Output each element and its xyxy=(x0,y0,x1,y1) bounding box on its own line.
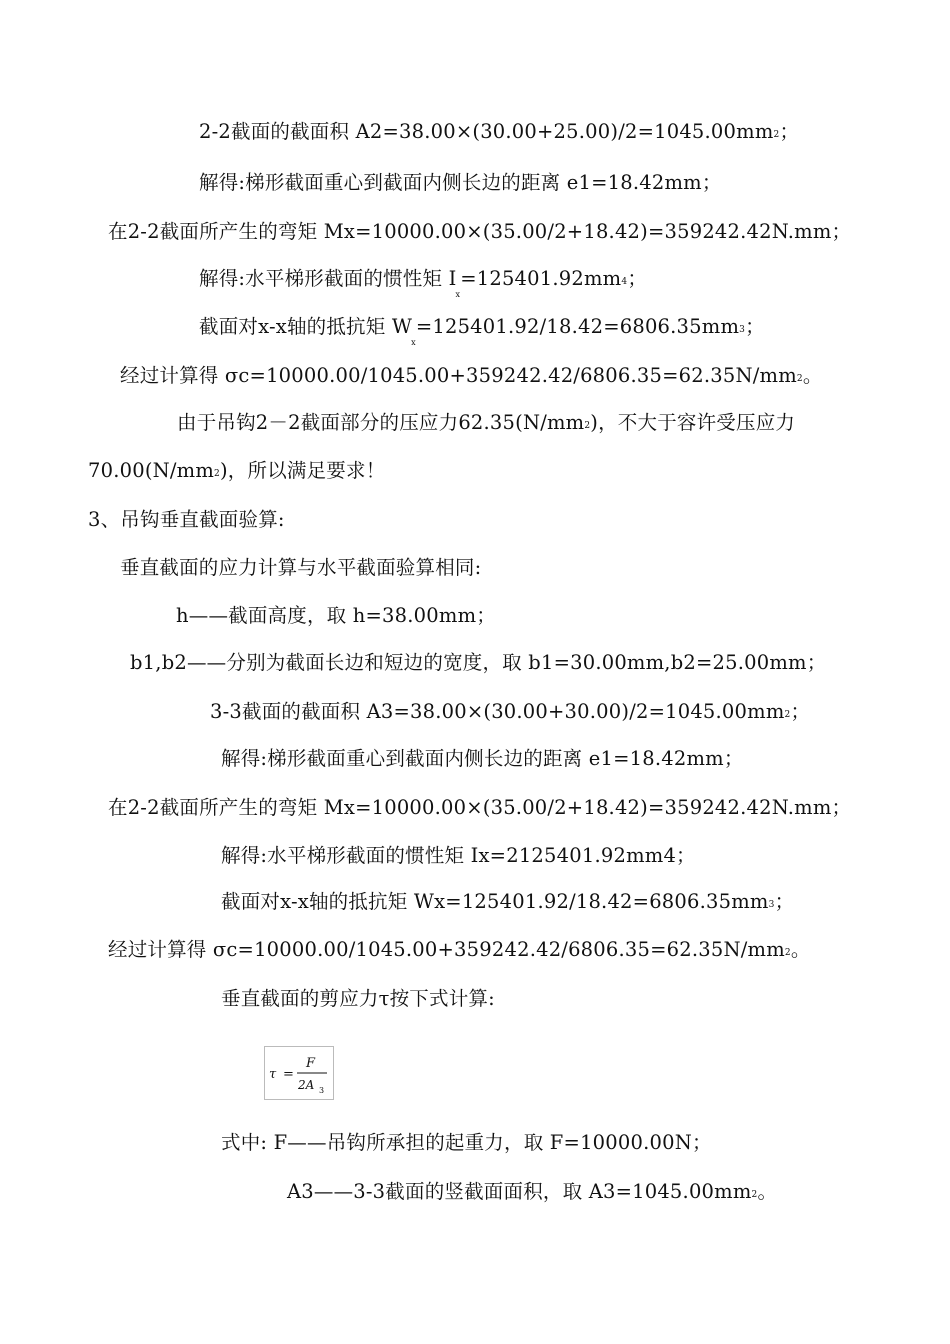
text-line-7 xyxy=(177,410,795,439)
text-line-11 xyxy=(176,603,496,629)
line-text-tail: ； xyxy=(774,890,795,913)
text-line-14 xyxy=(221,746,744,772)
text-line-5 xyxy=(199,314,765,347)
text-line-4 xyxy=(199,266,648,299)
line-text: b1,b2——分别为截面长边和短边的宽度，取 b1=30.00mm,b2=25.00mm； xyxy=(130,651,827,674)
text-line-21 xyxy=(287,1179,777,1208)
formula-denominator: 2A xyxy=(298,1078,315,1092)
line-text-tail: 。 xyxy=(757,1180,778,1203)
line-text: 由于吊钩2－2截面部分的压应力62.35(N/mm xyxy=(177,411,585,434)
line-text: 经过计算得 σc=10000.00/1045.00+359242.42/6806.35=62.35N/mm xyxy=(120,364,797,387)
text-line-17 xyxy=(221,889,794,918)
line-text: 70.00(N/mm xyxy=(88,459,215,482)
superscript: 3 xyxy=(768,900,775,910)
formula-numerator: F xyxy=(306,1056,316,1071)
line-text: 垂直截面的应力计算与水平截面验算相同: xyxy=(120,556,482,579)
line-text: h——截面高度，取 h=38.00mm； xyxy=(176,604,496,627)
text-line-8 xyxy=(88,458,385,487)
line-text: 垂直截面的剪应力τ按下式计算: xyxy=(221,987,495,1010)
formula-lhs: τ xyxy=(269,1067,277,1082)
line-text: 在2-2截面所产生的弯矩 Mx=10000.00×(35.00/2+18.42)=359242.42N.mm； xyxy=(108,220,852,243)
formula-denominator-subscript: 3 xyxy=(319,1086,325,1095)
line-text-mid: =125401.92mm xyxy=(460,267,622,290)
line-text: 解得:梯形截面重心到截面内侧长边的距离 e1=18.42mm； xyxy=(199,171,722,194)
line-text-tail: ； xyxy=(779,120,800,143)
line-text: 解得:梯形截面重心到截面内侧长边的距离 e1=18.42mm； xyxy=(221,747,744,770)
superscript: 4 xyxy=(621,277,628,287)
text-line-6 xyxy=(120,363,823,392)
line-text: 截面对x-x轴的抵抗矩 Wx=125401.92/18.42=6806.35mm xyxy=(221,890,769,913)
line-text-mid: =125401.92/18.42=6806.35mm xyxy=(415,315,740,338)
line-text: A3——3-3截面的竖截面面积，取 A3=1045.00mm xyxy=(287,1180,752,1203)
superscript: 2 xyxy=(584,421,591,431)
line-text: 截面对x-x轴的抵抗矩 W xyxy=(199,315,413,338)
line-text-tail: ； xyxy=(790,700,811,723)
text-line-2 xyxy=(199,170,722,196)
superscript: 2 xyxy=(214,469,220,479)
line-text-tail: 。 xyxy=(790,938,811,961)
superscript: 2 xyxy=(784,948,791,958)
line-text: 在2-2截面所产生的弯矩 Mx=10000.00×(35.00/2+18.42)=359242.42N.mm； xyxy=(108,796,852,819)
text-line-19 xyxy=(221,986,495,1012)
text-line-20 xyxy=(221,1130,712,1156)
line-text: 解得:水平梯形截面的惯性矩 Ix=2125401.92mm4； xyxy=(221,844,696,867)
superscript: 2 xyxy=(784,710,791,720)
formula-equals: = xyxy=(283,1067,294,1082)
text-line-10 xyxy=(120,555,481,581)
line-text-tail: ； xyxy=(745,315,765,338)
text-line-3 xyxy=(108,219,851,245)
superscript: 3 xyxy=(739,325,746,335)
text-line-12 xyxy=(130,650,826,676)
line-text-tail: ； xyxy=(627,267,648,290)
line-text: 经过计算得 σc=10000.00/1045.00+359242.42/6806.35=62.35N/mm xyxy=(108,938,785,961)
text-line-18 xyxy=(108,937,811,966)
text-line-1 xyxy=(199,119,799,148)
subscript: x xyxy=(411,338,416,347)
superscript: 2 xyxy=(796,374,803,384)
line-text: 2-2截面的截面积 A2=38.00×(30.00+25.00)/2=1045.00mm xyxy=(199,120,774,143)
line-text: 3、吊钩垂直截面验算: xyxy=(88,508,285,531)
line-text-tail: )，所以满足要求！ xyxy=(219,459,386,482)
text-line-15 xyxy=(108,795,851,821)
line-text: 3-3截面的截面积 A3=38.00×(30.00+30.00)/2=1045.00mm xyxy=(210,700,785,723)
superscript: 2 xyxy=(773,130,780,140)
text-line-16 xyxy=(221,843,696,869)
shear-stress-formula xyxy=(264,1046,334,1100)
section-heading xyxy=(88,507,285,533)
text-line-13 xyxy=(210,699,810,728)
line-text: 式中: F——吊钩所承担的起重力，取 F=10000.00N； xyxy=(221,1131,712,1154)
superscript: 2 xyxy=(751,1190,758,1200)
subscript: x xyxy=(455,290,461,299)
line-text-tail: 。 xyxy=(802,364,823,387)
line-text: 解得:水平梯形截面的惯性矩 I xyxy=(199,267,457,290)
line-text-tail: )，不大于容许受压应力 xyxy=(590,411,796,434)
